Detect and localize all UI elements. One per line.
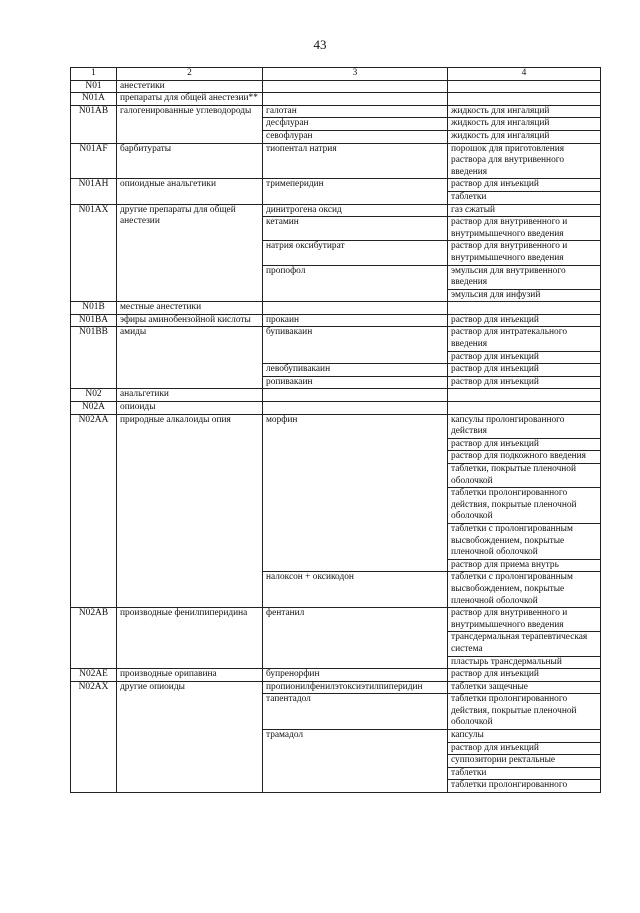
drug-name: десфлуран — [263, 118, 448, 131]
drug-name: натрия оксибутират — [263, 241, 448, 265]
dosage-form: таблетки — [448, 191, 601, 204]
dosage-form: таблетки, покрытые пленочной оболочкой — [448, 464, 601, 488]
group-name: природные алкалоиды опия — [117, 414, 263, 608]
table-row — [71, 80, 601, 93]
table-row — [71, 143, 601, 179]
group-name: другие опиоиды — [117, 681, 263, 792]
drug-name: динитрогена оксид — [263, 204, 448, 217]
atc-code: N02AA — [71, 414, 117, 608]
drug-table — [70, 67, 601, 793]
table-row — [71, 314, 601, 327]
dosage-form: раствор для внутривенного и внутримышечного введения — [448, 217, 601, 241]
dosage-form: таблетки защечные — [448, 681, 601, 694]
atc-code: N01BB — [71, 327, 117, 389]
dosage-form: эмульсия для инфузий — [448, 289, 601, 302]
dosage-form: эмульсия для внутривенного введения — [448, 265, 601, 289]
table-row — [71, 669, 601, 682]
dosage-form: раствор для инъекций — [448, 179, 601, 192]
atc-code: N02AB — [71, 608, 117, 669]
atc-code: N01AB — [71, 105, 117, 143]
group-name: производные фенилпиперидина — [117, 608, 263, 669]
dosage-form: таблетки с пролонгированным высвобождением, покрытые пленочной оболочкой — [448, 523, 601, 559]
dosage-form: газ сжатый — [448, 204, 601, 217]
dosage-form: раствор для инъекций — [448, 351, 601, 364]
dosage-form: раствор для инъекций — [448, 314, 601, 327]
dosage-form — [448, 302, 601, 315]
table-row — [71, 204, 601, 217]
group-name: амиды — [117, 327, 263, 389]
group-name: местные анестетики — [117, 302, 263, 315]
dosage-form: жидкость для ингаляций — [448, 118, 601, 131]
dosage-form: таблетки с пролонгированным высвобождением, покрытые пленочной оболочкой — [448, 572, 601, 608]
dosage-form — [448, 93, 601, 106]
dosage-form — [448, 80, 601, 93]
table-row — [71, 414, 601, 438]
drug-name: тримеперидин — [263, 179, 448, 204]
dosage-form: пластырь трансдермальный — [448, 656, 601, 669]
atc-code: N02AE — [71, 669, 117, 682]
group-name: производные орипавина — [117, 669, 263, 682]
dosage-form — [448, 389, 601, 402]
drug-name: галотан — [263, 105, 448, 118]
table-row — [71, 402, 601, 415]
dosage-form: раствор для инъекций — [448, 364, 601, 377]
atc-code: N01 — [71, 80, 117, 93]
group-name: галогенированные углеводороды — [117, 105, 263, 143]
drug-name: бупивакаин — [263, 327, 448, 364]
table-body — [71, 68, 601, 793]
dosage-form: таблетки пролонгированного действия, покрытые пленочной оболочкой — [448, 694, 601, 730]
table-row — [71, 93, 601, 106]
table-row — [71, 327, 601, 351]
drug-name: морфин — [263, 414, 448, 572]
dosage-form: жидкость для ингаляций — [448, 130, 601, 143]
drug-name — [263, 389, 448, 402]
group-name: опиоиды — [117, 402, 263, 415]
table-row — [71, 302, 601, 315]
dosage-form: порошок для приготовления раствора для внутривенного введения — [448, 143, 601, 179]
dosage-form: раствор для инъекций — [448, 376, 601, 389]
dosage-form: жидкость для ингаляций — [448, 105, 601, 118]
dosage-form: суппозитории ректальные — [448, 755, 601, 768]
group-name: препараты для общей анестезии** — [117, 93, 263, 106]
atc-code: N01AF — [71, 143, 117, 179]
table-row — [71, 681, 601, 694]
drug-name: севофлуран — [263, 130, 448, 143]
table-header-row — [71, 68, 601, 81]
group-name: опиоидные анальгетики — [117, 179, 263, 204]
table-row — [71, 179, 601, 192]
drug-name: ропивакаин — [263, 376, 448, 389]
atc-code: N02AX — [71, 681, 117, 792]
dosage-form: раствор для приема внутрь — [448, 559, 601, 572]
drug-name: левобупивакаин — [263, 364, 448, 377]
drug-name: прокаин — [263, 314, 448, 327]
drug-name: бупренорфин — [263, 669, 448, 682]
group-name: анальгетики — [117, 389, 263, 402]
dosage-form: раствор для инъекций — [448, 742, 601, 755]
drug-name: пропионилфенилэтоксиэтилпиперидин — [263, 681, 448, 694]
drug-name: пропофол — [263, 265, 448, 302]
atc-code: N02A — [71, 402, 117, 415]
drug-name: тиопентал натрия — [263, 143, 448, 179]
drug-name — [263, 302, 448, 315]
dosage-form: таблетки — [448, 767, 601, 780]
group-name: анестетики — [117, 80, 263, 93]
column-header: 1 — [71, 68, 117, 81]
table-row — [71, 389, 601, 402]
atc-code: N01BA — [71, 314, 117, 327]
group-name: эфиры аминобензойной кислоты — [117, 314, 263, 327]
dosage-form: раствор для инъекций — [448, 669, 601, 682]
group-name: другие препараты для общей анестезии — [117, 204, 263, 302]
drug-name: тапентадол — [263, 694, 448, 730]
atc-code: N01AX — [71, 204, 117, 302]
column-header: 3 — [263, 68, 448, 81]
drug-name — [263, 80, 448, 93]
drug-name: фентанил — [263, 608, 448, 669]
dosage-form: капсулы — [448, 730, 601, 743]
atc-code: N01B — [71, 302, 117, 315]
group-name: барбитураты — [117, 143, 263, 179]
drug-name: налоксон + оксикодон — [263, 572, 448, 608]
dosage-form: раствор для внутривенного и внутримышечного введения — [448, 241, 601, 265]
atc-code: N01A — [71, 93, 117, 106]
page-number: 43 — [313, 37, 327, 52]
drug-name: кетамин — [263, 217, 448, 241]
table-row — [71, 105, 601, 118]
dosage-form: раствор для инъекций — [448, 438, 601, 451]
dosage-form: таблетки пролонгированного действия, покрытые пленочной оболочкой — [448, 488, 601, 524]
dosage-form: раствор для интратекального введения — [448, 327, 601, 351]
table-row — [71, 608, 601, 632]
atc-code: N01AH — [71, 179, 117, 204]
column-header: 4 — [448, 68, 601, 81]
column-header: 2 — [117, 68, 263, 81]
dosage-form: капсулы пролонгированного действия — [448, 414, 601, 438]
atc-code: N02 — [71, 389, 117, 402]
drug-name — [263, 93, 448, 106]
drug-name — [263, 402, 448, 415]
dosage-form: таблетки пролонгированного — [448, 780, 601, 793]
dosage-form: раствор для подкожного введения — [448, 451, 601, 464]
dosage-form — [448, 402, 601, 415]
drug-name: трамадол — [263, 730, 448, 793]
dosage-form: раствор для внутривенного и внутримышечного введения — [448, 608, 601, 632]
dosage-form: трансдермальная терапевтическая система — [448, 632, 601, 656]
